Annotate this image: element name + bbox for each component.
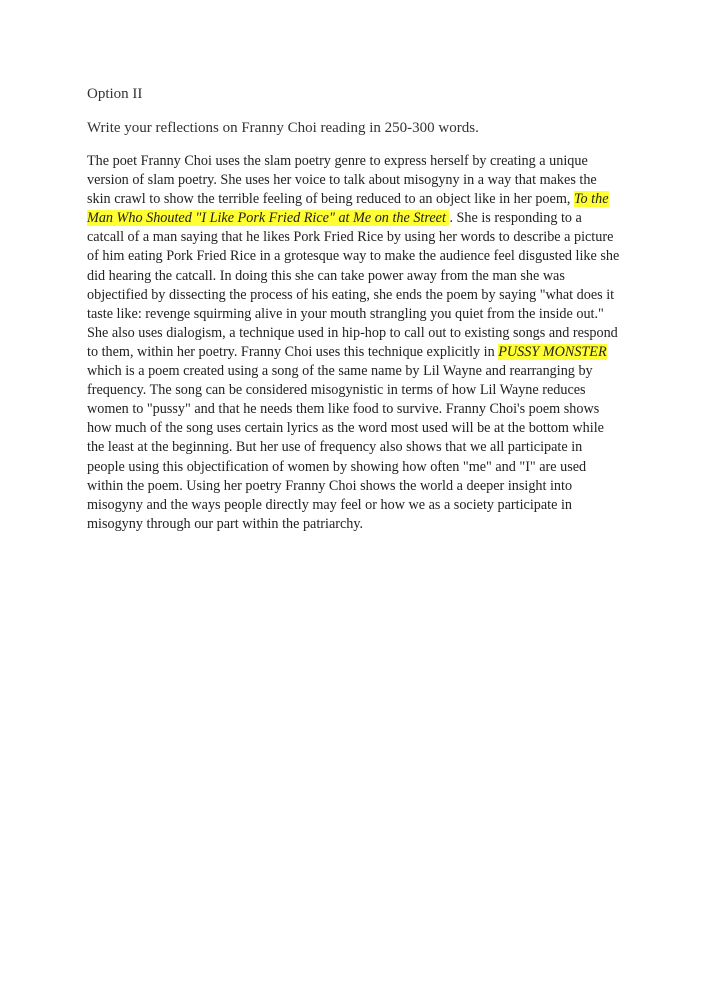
highlighted-song-title: PUSSY MONSTER [498, 343, 607, 360]
essay-line: objectified by dissecting the process of his eating, she ends the poem by saying "what does it [87, 286, 615, 303]
essay-line: taste like: revenge squirming alive in your mouth strangling you quiet from the inside out." [87, 305, 604, 322]
essay-line: the least at the beginning. But her use of frequency also shows that we all participate in [87, 439, 583, 456]
essay-line: catcall of a man saying that he likes Pork Fried Rice by using her words to describe a picture [87, 229, 614, 246]
essay-line: misogyny through our part within the patriarchy. [87, 515, 364, 532]
essay-line: The poet Franny Choi uses the slam poetry genre to express herself by creating a unique [87, 153, 588, 169]
essay-line: women to "pussy" and that he needs them like food to survive. Franny Choi's poem shows [87, 401, 600, 418]
essay-text: to them, within her poetry. Franny Choi uses this technique explicitly in [87, 343, 499, 360]
essay-body [87, 152, 632, 534]
essay-line: people using this objectification of women by showing how often "me" and "I" are used [87, 458, 587, 475]
essay-text: skin crawl to show the terrible feeling of being reduced to an object like in her poem, [87, 191, 574, 208]
essay-line: version of slam poetry. She uses her voice to talk about misogyny in a way that makes the [87, 172, 597, 189]
option-heading: Option II [87, 86, 143, 102]
essay-line: She also uses dialogism, a technique used in hip-hop to call out to existing songs and respond [87, 324, 618, 341]
essay-line: of him eating Pork Fried Rice in a grotesque way to make the audience feel disgusted like she [87, 248, 620, 265]
highlighted-poem-title: To the [573, 191, 609, 208]
document-page [87, 84, 632, 534]
essay-line: frequency. The song can be considered misogynistic in terms of how Lil Wayne reduces [87, 382, 586, 399]
essay-line: how much of the song uses certain lyrics as the word most used will be at the bottom while [87, 420, 604, 437]
essay-line: misogyny and the ways people directly may feel or how we as a society participate in [87, 496, 572, 513]
essay-line [87, 209, 632, 228]
essay-line: within the poem. Using her poetry Franny Choi shows the world a deeper insight into [87, 477, 573, 494]
essay-line [87, 190, 632, 209]
assignment-prompt: Write your reflections on Franny Choi reading in 250-300 words. [87, 120, 479, 136]
essay-line: did hearing the catcall. In doing this she can take power away from the man she was [87, 267, 565, 284]
essay-line: which is a poem created using a song of the same name by Lil Wayne and rearranging by [87, 363, 593, 380]
essay-text: . She is responding to a [449, 210, 582, 227]
essay-line [87, 343, 632, 362]
highlighted-poem-title: Man Who Shouted "I Like Pork Fried Rice" at Me on the Street [87, 210, 450, 227]
